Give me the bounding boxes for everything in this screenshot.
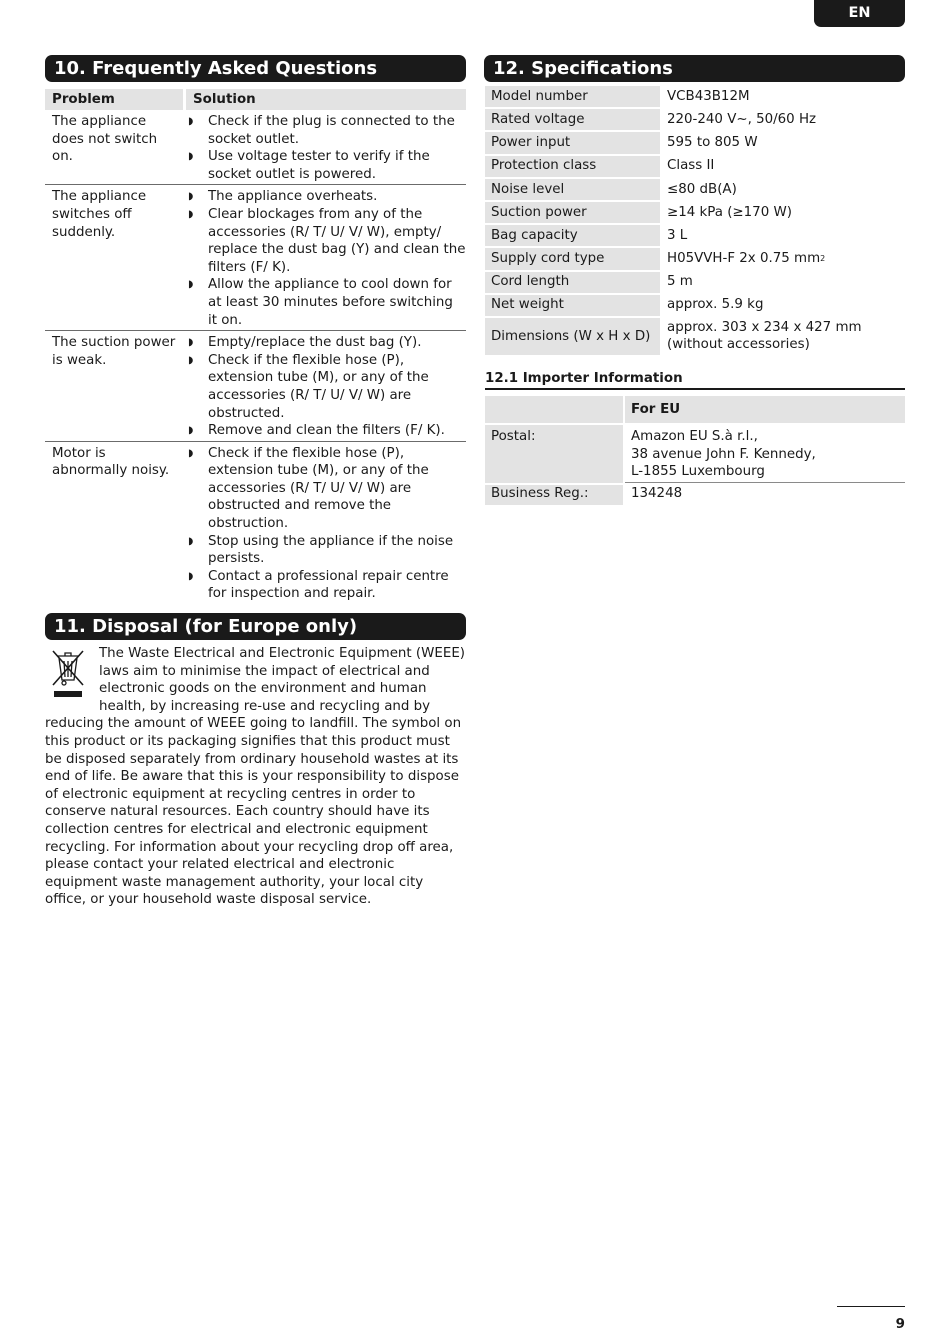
spec-value-text: approx. 303 x 234 x 427 mm (without accessories): [667, 319, 862, 353]
spec-value-text: 595 to 805 W: [667, 135, 758, 151]
faq-row: [45, 110, 466, 185]
spec-value-text: Class II: [667, 158, 715, 174]
solution-item: [186, 352, 466, 422]
solution-item: [186, 206, 466, 276]
page-number: 9: [895, 1317, 905, 1332]
faq-problem: The appliance does not switch on.: [52, 114, 158, 165]
spec-value-text: approx. 5.9 kg: [667, 297, 764, 313]
bullet-icon: ◗: [188, 191, 194, 203]
faq-col-solution: Solution: [186, 89, 466, 110]
faq-solution: [186, 334, 466, 440]
spec-value: [663, 318, 905, 355]
importer-postal-label: Postal:: [485, 425, 623, 483]
faq-solution: [186, 188, 466, 329]
bullet-icon: ◗: [188, 425, 194, 437]
spec-row: [485, 225, 905, 246]
bullet-icon: ◗: [188, 151, 194, 163]
spec-label: Supply cord type: [485, 248, 660, 269]
solution-item: [186, 113, 466, 148]
spec-row: [485, 318, 905, 355]
importer-business-row: [485, 485, 905, 505]
faq-row: [45, 185, 466, 331]
spec-value-text: VCB43B12M: [667, 88, 750, 104]
solution-text: Use voltage tester to verify if the socket outlet is powered.: [208, 149, 430, 182]
bullet-icon: ◗: [188, 279, 194, 291]
spec-row: [485, 132, 905, 153]
bullet-icon: ◗: [188, 208, 194, 220]
bullet-icon: ◗: [188, 337, 194, 349]
solution-item: [186, 568, 466, 603]
spec-value: [663, 132, 905, 153]
faq-problem: The appliance switches off suddenly.: [52, 189, 147, 240]
address-line: 38 avenue John F. Kennedy,: [631, 446, 816, 462]
spec-value: [663, 109, 905, 130]
spec-label: Cord length: [485, 272, 660, 293]
faq-title: 10. Frequently Asked Questions: [45, 55, 466, 82]
faq-row: [45, 331, 466, 442]
disposal-title: 11. Disposal (for Europe only): [45, 613, 466, 640]
importer-table: [485, 396, 905, 507]
spec-value: H05VVH-F 2x 0.75 mm 2: [667, 251, 826, 267]
spec-row: [485, 295, 905, 316]
solution-item: [186, 334, 466, 352]
faq-row: [45, 442, 466, 604]
importer-header-row: [485, 396, 905, 423]
solution-text: Stop using the appliance if the noise persists.: [208, 533, 454, 567]
bullet-icon: ◗: [188, 570, 194, 582]
solution-text: Remove and clean the filters (F/ K).: [208, 423, 445, 439]
spec-row: [485, 202, 905, 223]
solution-text: Check if the flexible hose (P), extension tube (M), or any of the accessories (R/ T/ U/ V/ W) are obstructed and remove the obstruction.: [208, 445, 429, 532]
spec-row: [485, 156, 905, 177]
importer-title: 12.1 Importer Information: [485, 370, 905, 390]
spec-label: Power input: [485, 132, 660, 153]
spec-row: [485, 272, 905, 293]
solution-text: Check if the plug is connected to the socket outlet.: [208, 114, 455, 147]
spec-value-text: 5 m: [667, 274, 693, 290]
spec-value: [663, 272, 905, 293]
importer-business-label: Business Reg.:: [485, 485, 623, 505]
spec-label: Rated voltage: [485, 109, 660, 130]
specs-title: 12. Specifications: [484, 55, 905, 82]
disposal-section: [45, 645, 468, 909]
bullet-icon: ◗: [188, 354, 194, 366]
spec-value: [663, 295, 905, 316]
faq-problem: The suction power is weak.: [52, 335, 176, 368]
solution-item: [186, 422, 466, 440]
faq-problem: Motor is abnormally noisy.: [52, 445, 170, 479]
spec-row: [485, 179, 905, 200]
spec-value-text: 3 L: [667, 227, 688, 243]
faq-solution: [186, 445, 466, 603]
importer-postal-address: [625, 425, 905, 483]
bullet-icon: ◗: [188, 116, 194, 127]
spec-value: [663, 156, 905, 177]
spec-value: [663, 86, 905, 107]
spec-row: [485, 248, 905, 269]
solution-text: Check if the flexible hose (P), extension tube (M), or any of the accessories (R/ T/ U/ V/ W) are obstructed.: [208, 352, 429, 421]
spec-value: [663, 202, 905, 223]
importer-postal-row: [485, 425, 905, 483]
page-number-rule: [837, 1306, 905, 1307]
solution-text: Empty/replace the dust bag (Y).: [208, 335, 422, 351]
solution-item: [186, 445, 466, 533]
address-line: Amazon EU S.à r.l.,: [631, 429, 758, 444]
faq-col-problem: Problem: [45, 89, 183, 110]
spec-row: [485, 86, 905, 107]
faq-rows: [45, 110, 466, 604]
solution-text: Allow the appliance to cool down for at least 30 minutes before switching it on.: [208, 277, 453, 328]
language-tab: EN: [814, 0, 905, 27]
solution-item: [186, 188, 466, 206]
spec-row: [485, 109, 905, 130]
address-line: L-1855 Luxembourg: [631, 464, 765, 480]
spec-label: Protection class: [485, 156, 660, 177]
spec-value-text: ≤80 dB(A): [667, 181, 737, 197]
solution-text: Clear blockages from any of the accessories (R/ T/ U/ V/ W), empty/ replace the dust bag (Y) and clean the filters (F/ K).: [208, 206, 466, 275]
spec-label: Dimensions (W x H x D): [485, 318, 660, 355]
importer-business-value: 134248: [631, 486, 683, 501]
bullet-icon: ◗: [188, 535, 194, 547]
spec-label: Suction power: [485, 202, 660, 223]
bullet-icon: ◗: [188, 447, 194, 459]
weee-crossed-bin-icon: [45, 647, 91, 699]
spec-value-text: 220-240 V~, 50/60 Hz: [667, 111, 817, 127]
spec-value-text: H05VVH-F 2x 0.75 mm: [667, 251, 821, 267]
solution-item: [186, 276, 466, 329]
specs-table: [485, 86, 905, 357]
spec-value: [663, 179, 905, 200]
spec-label: Net weight: [485, 295, 660, 316]
faq-solution: [186, 113, 466, 183]
faq-table: [45, 89, 466, 604]
spec-label: Bag capacity: [485, 225, 660, 246]
solution-item: [186, 533, 466, 568]
solution-text: Contact a professional repair centre for inspection and repair.: [208, 568, 449, 602]
importer-col-eu: For EU: [625, 396, 905, 423]
spec-label: Model number: [485, 86, 660, 107]
spec-label: Noise level: [485, 179, 660, 200]
disposal-text: The Waste Electrical and Electronic Equipment (WEEE) laws aim to minimise the impact of electrical and electronic goods on the environment and human health, by increasing re-use and recycling and by reducing the amount of WEEE going to landfill. The symbol on this product or its packaging signifies that this product must be disposed separately from ordinary household wastes at its end of life. Be aware that this is your responsibility to dispose of electronic equipment at recycling centres in order to conserve natural resources. Each country should have its collection centres for electrical and electronic equipment recycling. For information about your recycling drop off area, please contact your related electrical and electronic equipment waste management authority, your local city office, or your household waste disposal service.: [45, 646, 465, 908]
faq-table-header: [45, 89, 466, 110]
spec-value: [663, 225, 905, 246]
solution-item: [186, 148, 466, 183]
solution-text: The appliance overheats.: [208, 189, 378, 205]
spec-value-text: ≥14 kPa (≥170 W): [667, 204, 792, 220]
importer-header-empty: [485, 396, 623, 423]
